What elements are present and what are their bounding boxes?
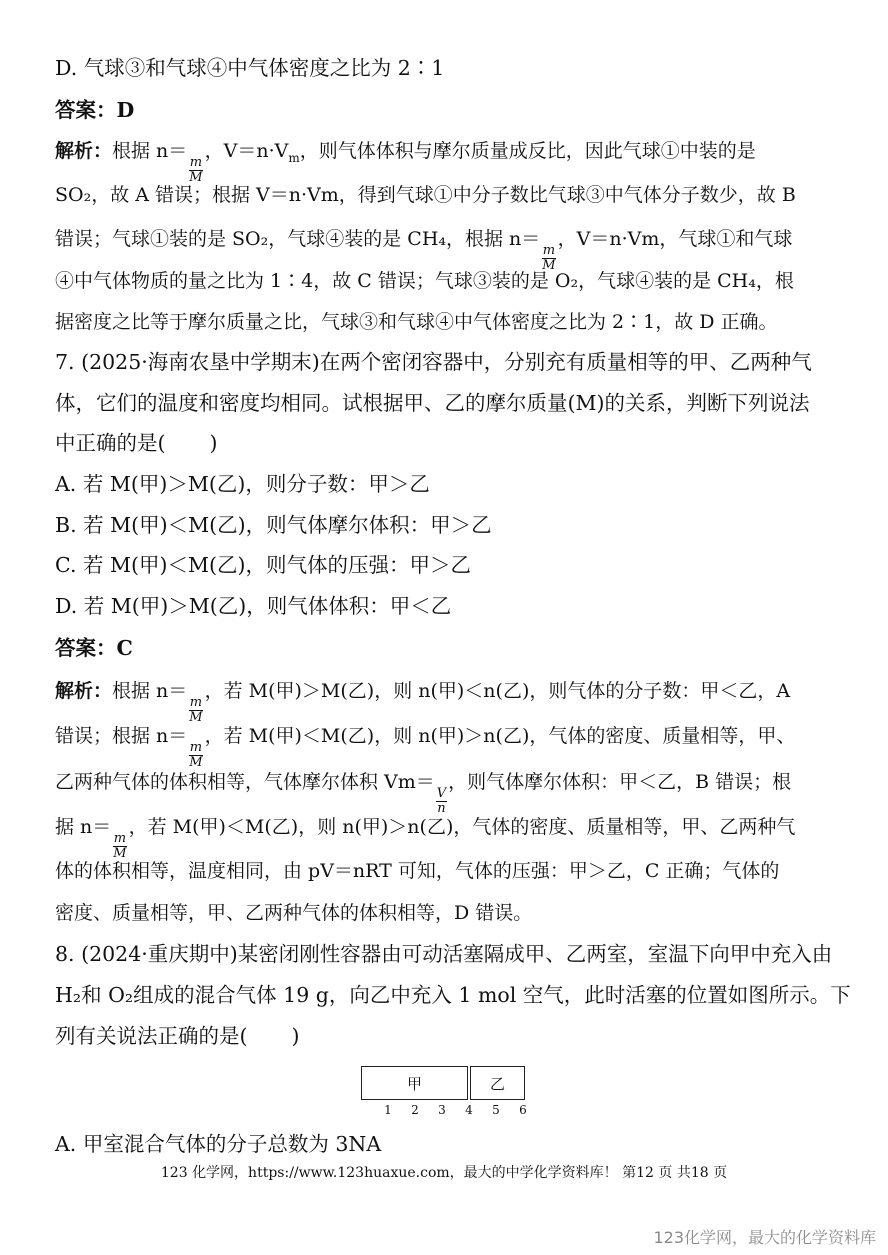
page-footer: 123 化学网，https://www.123huaxue.com，最大的中学化学资料库！ 第12 页 共18 页	[160, 1165, 728, 1181]
fraction-m-over-M: $\frac{m}{M}$	[189, 695, 203, 725]
option-d-prev: D. 气球③和气球④中气体密度之比为 2∶1	[55, 56, 445, 80]
q7-analysis-line4: 据 n＝ $\frac{m}{M}$ ，若 M(甲)＜M(乙)，则 n(甲)＞n(乙)，气体的密度、质量相等，甲、乙两种气	[55, 816, 796, 861]
q7-stem-line3: 中正确的是( )	[55, 431, 218, 455]
piston-container-diagram	[361, 1066, 526, 1122]
q8-stem-line2: H₂和 O₂组成的混合气体 19 g，向乙中充入 1 mol 空气，此时活塞的位置如图所示。下	[55, 983, 851, 1007]
q7-stem-line1: 7. (2025·海南农垦中学期末)在两个密闭容器中，分别充有质量相等的甲、乙两种气	[55, 350, 812, 374]
q7-analysis-line2: 错误；根据 n＝ $\frac{m}{M}$ ，若 M(甲)＜M(乙)，则 n(甲)＞n(乙)，气体的密度、质量相等，甲、	[55, 725, 796, 770]
fraction-V-over-n: $\frac{V}{n}$	[436, 786, 447, 816]
tick-label: 6	[519, 1103, 527, 1117]
tick-label: 5	[492, 1103, 500, 1117]
q7-analysis-line6: 密度、质量相等，甲、乙两种气体的体积相等，D 错误。	[55, 902, 533, 924]
q7-stem-line2: 体，它们的温度和密度均相同。试根据甲、乙的摩尔质量(M)的关系，判断下列说法	[55, 391, 810, 415]
q7-analysis-line1: 解析：根据 n＝ $\frac{m}{M}$ ，若 M(甲)＞M(乙)，则 n(甲)＜n(乙)，则气体的分子数：甲＜乙，A	[55, 680, 791, 725]
q7-analysis-line3: 乙两种气体的体积相等，气体摩尔体积 Vm＝ $\frac{V}{n}$ ，则气体摩尔体积：甲＜乙，B 错误；根	[55, 771, 792, 816]
fraction-m-over-M: $\frac{m}{M}$	[542, 243, 556, 273]
tick-label: 3	[438, 1103, 446, 1117]
analysis-prev-line4: ④中气体物质的量之比为 1∶4，故 C 错误；气球③装的是 O₂，气球④装的是 CH₄，根	[55, 270, 794, 292]
analysis-prev-line3: 错误；气球①装的是 SO₂，气球④装的是 CH₄，根据 n＝ $\frac{m}{M}$ ，V＝n·Vm，气球①和气球	[55, 228, 793, 273]
q7-option-b: B. 若 M(甲)＜M(乙)，则气体摩尔体积：甲＞乙	[55, 513, 492, 537]
chamber-yi: 乙	[469, 1066, 525, 1100]
scale-ticks	[361, 1103, 526, 1119]
analysis-prev-line1: 解析：根据 n＝ $\frac{m}{M}$ ，$V=n\cdot V_m$，则气体体积与摩尔质量成反比，因此气球①中装的是	[55, 140, 756, 185]
q7-option-a: A. 若 M(甲)＞M(乙)，则分子数：甲＞乙	[55, 472, 430, 496]
tick-label: 1	[384, 1103, 392, 1117]
tick-label: 2	[411, 1103, 419, 1117]
fraction-m-over-M: $\frac{m}{M}$	[113, 831, 127, 861]
q7-option-c: C. 若 M(甲)＜M(乙)，则气体的压强：甲＞乙	[55, 553, 471, 577]
q8-stem-line3: 列有关说法正确的是( )	[55, 1024, 300, 1048]
fraction-m-over-M: $\frac{m}{M}$	[189, 155, 203, 185]
analysis-prev-line2: SO₂，故 A 错误；根据 V＝n·Vm，得到气球①中分子数比气球③中气体分子数少，故 B	[55, 184, 796, 206]
q8-stem-line1: 8. (2024·重庆期中)某密闭刚性容器由可动活塞隔成甲、乙两室，室温下向甲中充入由	[55, 942, 833, 966]
tick-label: 4	[465, 1103, 473, 1117]
q7-analysis-line5: 体的体积相等，温度相同，由 pV＝nRT 可知，气体的压强：甲＞乙，C 正确；气体的	[55, 860, 780, 882]
q7-answer: 答案：C	[55, 636, 133, 660]
q7-option-d: D. 若 M(甲)＞M(乙)，则气体体积：甲＜乙	[55, 594, 452, 618]
analysis-prev-line5: 据密度之比等于摩尔质量之比，气球③和气球④中气体密度之比为 2∶1，故 D 正确。	[55, 311, 778, 333]
chamber-jia: 甲	[361, 1066, 471, 1100]
q8-option-a: A. 甲室混合气体的分子总数为 3NA	[55, 1132, 382, 1156]
answer-prev: 答案：D	[55, 98, 135, 122]
watermark: 123化学网，最大的化学资料库	[653, 1228, 876, 1247]
fraction-m-over-M: $\frac{m}{M}$	[189, 740, 203, 770]
piston	[467, 1066, 471, 1100]
